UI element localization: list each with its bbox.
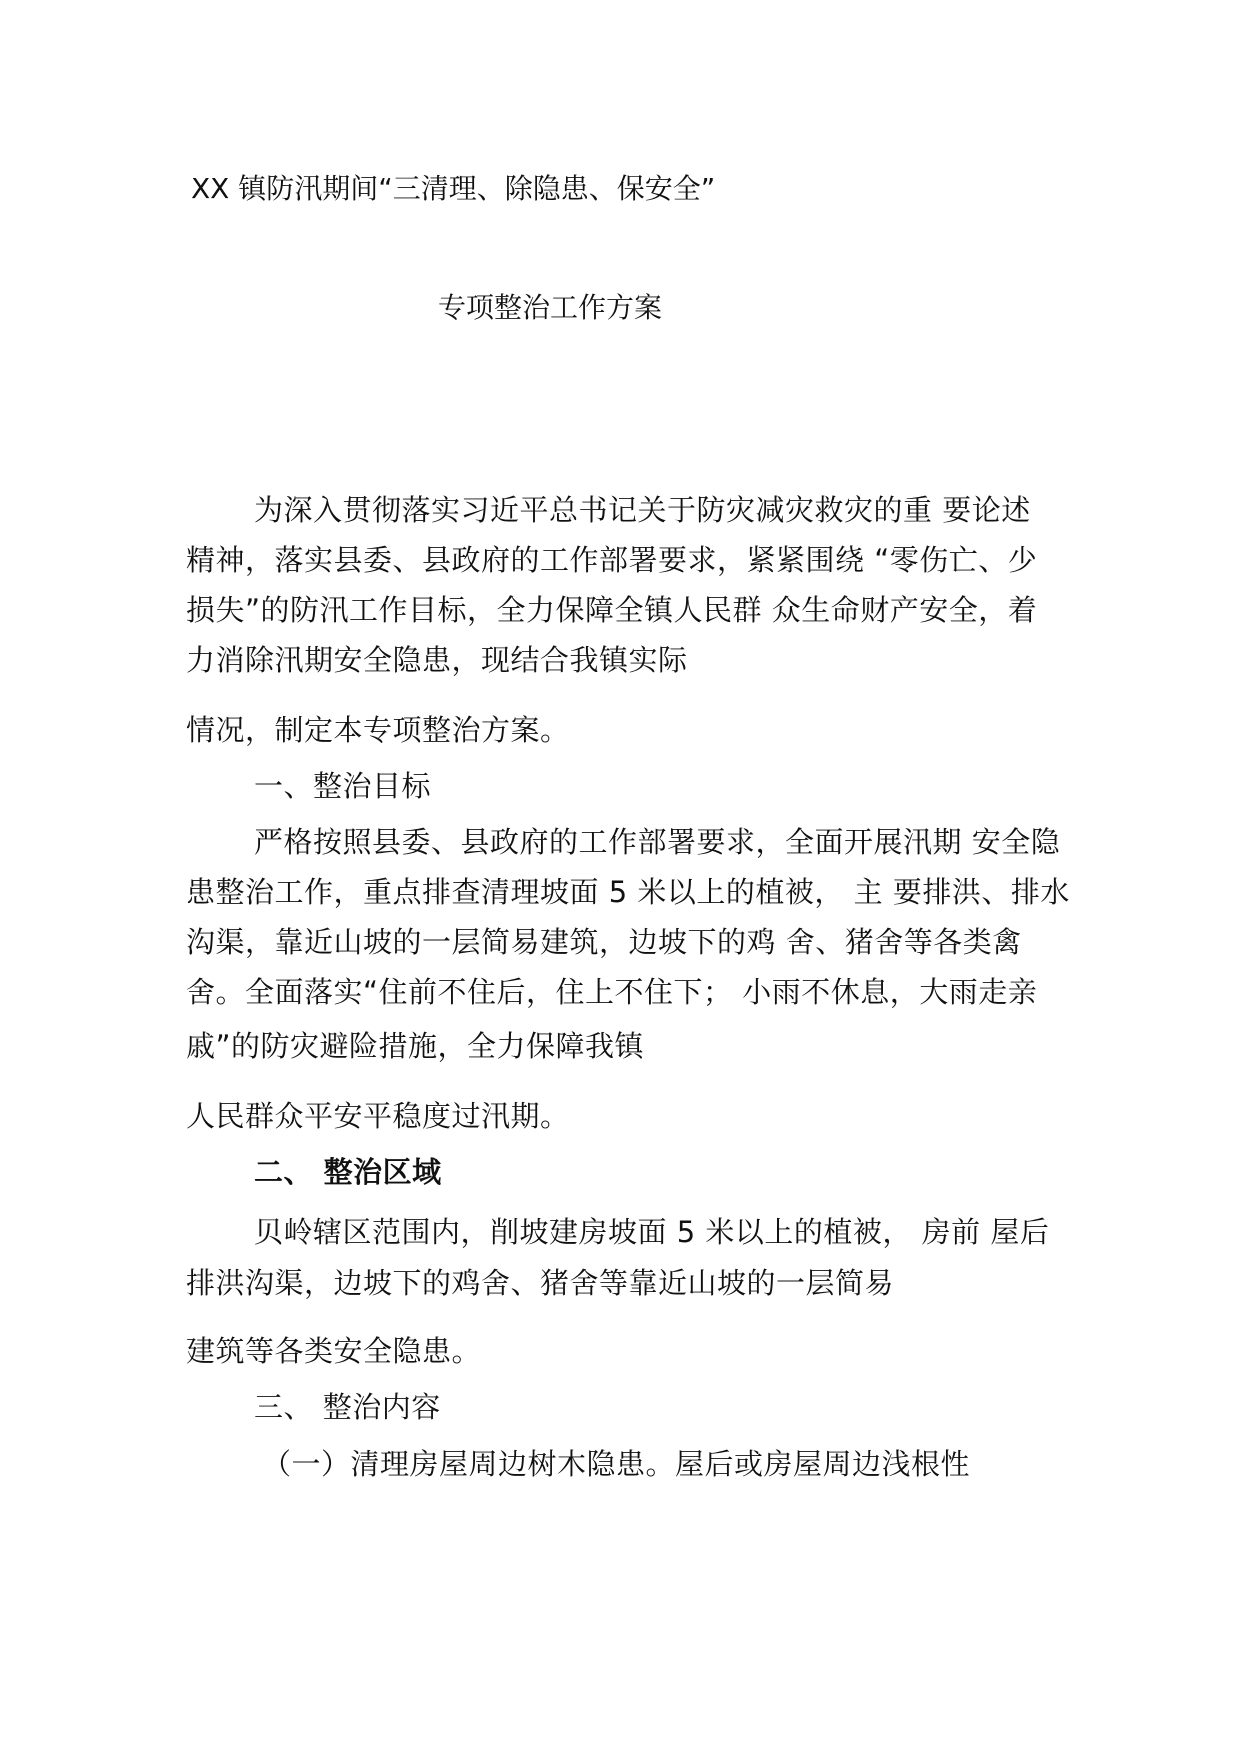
section-heading-3: 三、 整治内容 bbox=[254, 1390, 441, 1424]
intro-line: 损失”的防汛工作目标，全力保障全镇人民群 众生命财产安全，着 bbox=[186, 593, 1038, 627]
intro-line: 为深入贯彻落实习近平总书记关于防灾减灾救灾的重 要论述 bbox=[254, 493, 1031, 527]
document-title-line1: XX 镇防汛期间“三清理、除隐患、保安全” bbox=[191, 172, 716, 205]
document-title-line2: 专项整治工作方案 bbox=[438, 291, 663, 324]
section1-line: 舍。全面落实“住前不住后，住上不住下； 小雨不休息，大雨走亲 bbox=[186, 975, 1038, 1009]
section1-line: 严格按照县委、县政府的工作部署要求，全面开展汛期 安全隐 bbox=[254, 825, 1061, 859]
section1-line: 患整治工作，重点排查清理坡面 5 米以上的植被， 主 要排洪、排水 bbox=[186, 875, 1070, 909]
intro-line: 力消除汛期安全隐患，现结合我镇实际 bbox=[186, 643, 688, 677]
section2-line: 建筑等各类安全隐患。 bbox=[186, 1334, 482, 1368]
section-heading-2: 二、 整治区域 bbox=[254, 1155, 442, 1189]
section1-line: 戚”的防灾避险措施，全力保障我镇 bbox=[186, 1029, 645, 1063]
section1-line: 沟渠，靠近山坡的一层简易建筑，边坡下的鸡 舍、猪舍等各类禽 bbox=[186, 925, 1022, 959]
section2-line: 贝岭辖区范围内，削坡建房坡面 5 米以上的植被， 房前 屋后 bbox=[254, 1215, 1050, 1249]
intro-line: 精神，落实县委、县政府的工作部署要求，紧紧围绕 “零伤亡、少 bbox=[186, 543, 1038, 577]
section-heading-1: 一、整治目标 bbox=[254, 769, 432, 803]
section1-line: 人民群众平安平稳度过汛期。 bbox=[186, 1099, 570, 1133]
section2-line: 排洪沟渠，边坡下的鸡舍、猪舍等靠近山坡的一层简易 bbox=[186, 1266, 895, 1300]
section3-line: （一）清理房屋周边树木隐患。屋后或房屋周边浅根性 bbox=[262, 1447, 971, 1481]
intro-line: 情况，制定本专项整治方案。 bbox=[186, 713, 570, 747]
